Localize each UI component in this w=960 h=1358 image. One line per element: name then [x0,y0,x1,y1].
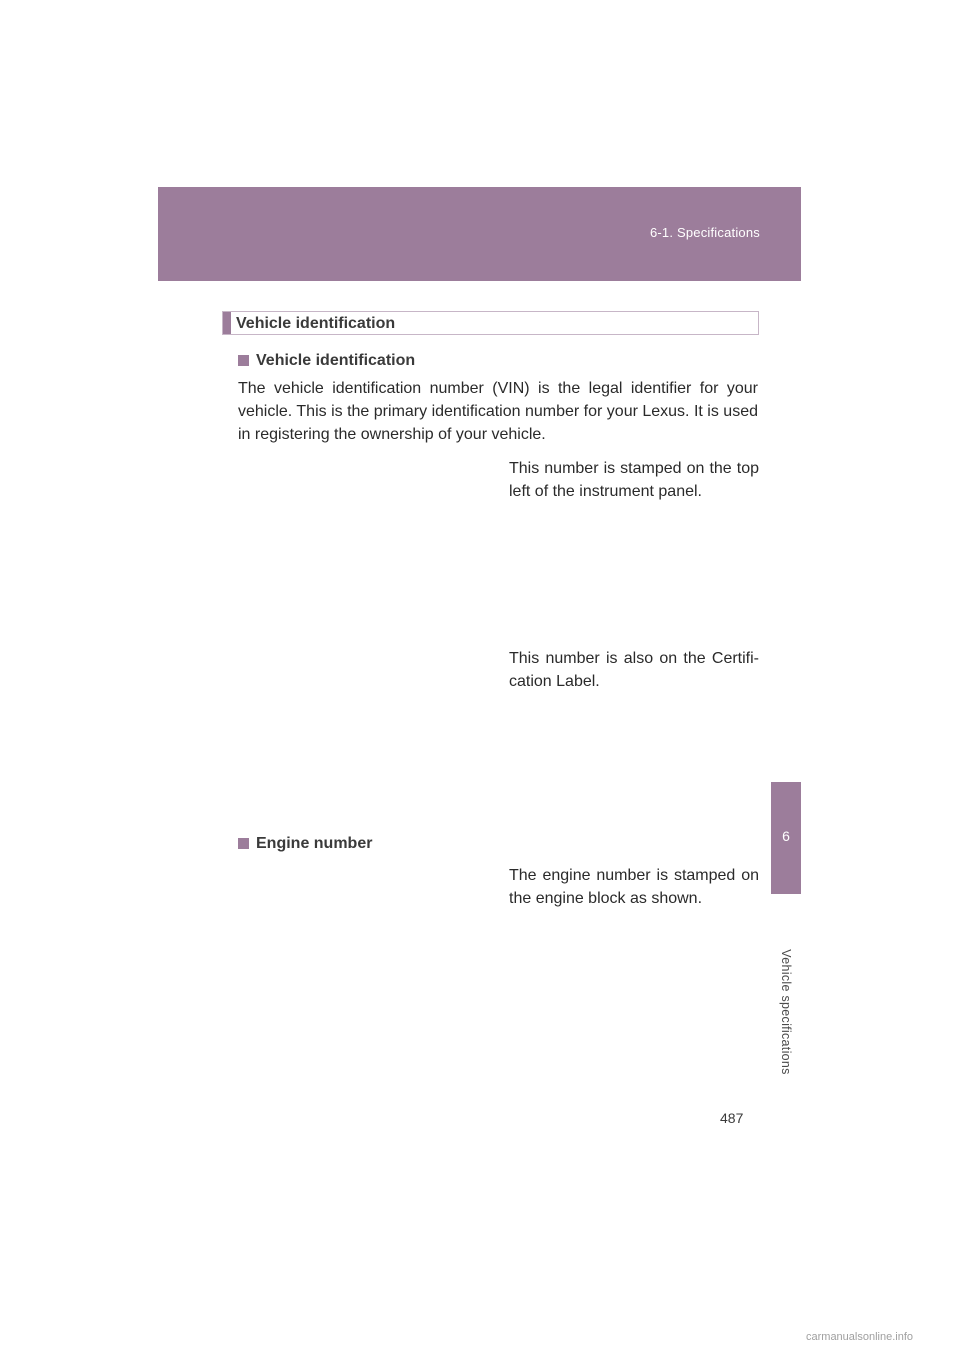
vin-description-paragraph: The vehicle identification number (VIN) is the legal identifier for your vehicle. This is the primary identification number for your Lexus. It is used in registering the ownership of your vehicle. [238,380,758,443]
square-bullet-icon [238,838,249,849]
square-bullet-icon [238,355,249,366]
certification-label-note: This number is also on the Certifi-cation Label. [509,650,759,690]
chapter-tab-number: 6 [782,828,790,844]
engine-number-note: The engine number is stamped on the engine block as shown. [509,867,759,907]
header-band [158,187,801,281]
vehicle-identification-heading [238,352,415,370]
section-title: Vehicle identification [236,315,396,332]
watermark: carmanualsonline.info [806,1331,914,1343]
chapter-tab-label: Vehicle specifications [779,949,793,1075]
vehicle-identification-heading-text: Vehicle identification [256,352,416,369]
chapter-section-label: 6-1. Specifications [649,225,760,240]
vin-location-note: This number is stamped on the top left of the instrument panel. [509,460,759,500]
chapter-tab [771,782,801,894]
section-header [222,311,759,335]
engine-number-heading [238,835,372,853]
engine-number-heading-text: Engine number [256,835,373,852]
section-header-accent [223,312,231,334]
page-number: 487 [720,1110,744,1126]
